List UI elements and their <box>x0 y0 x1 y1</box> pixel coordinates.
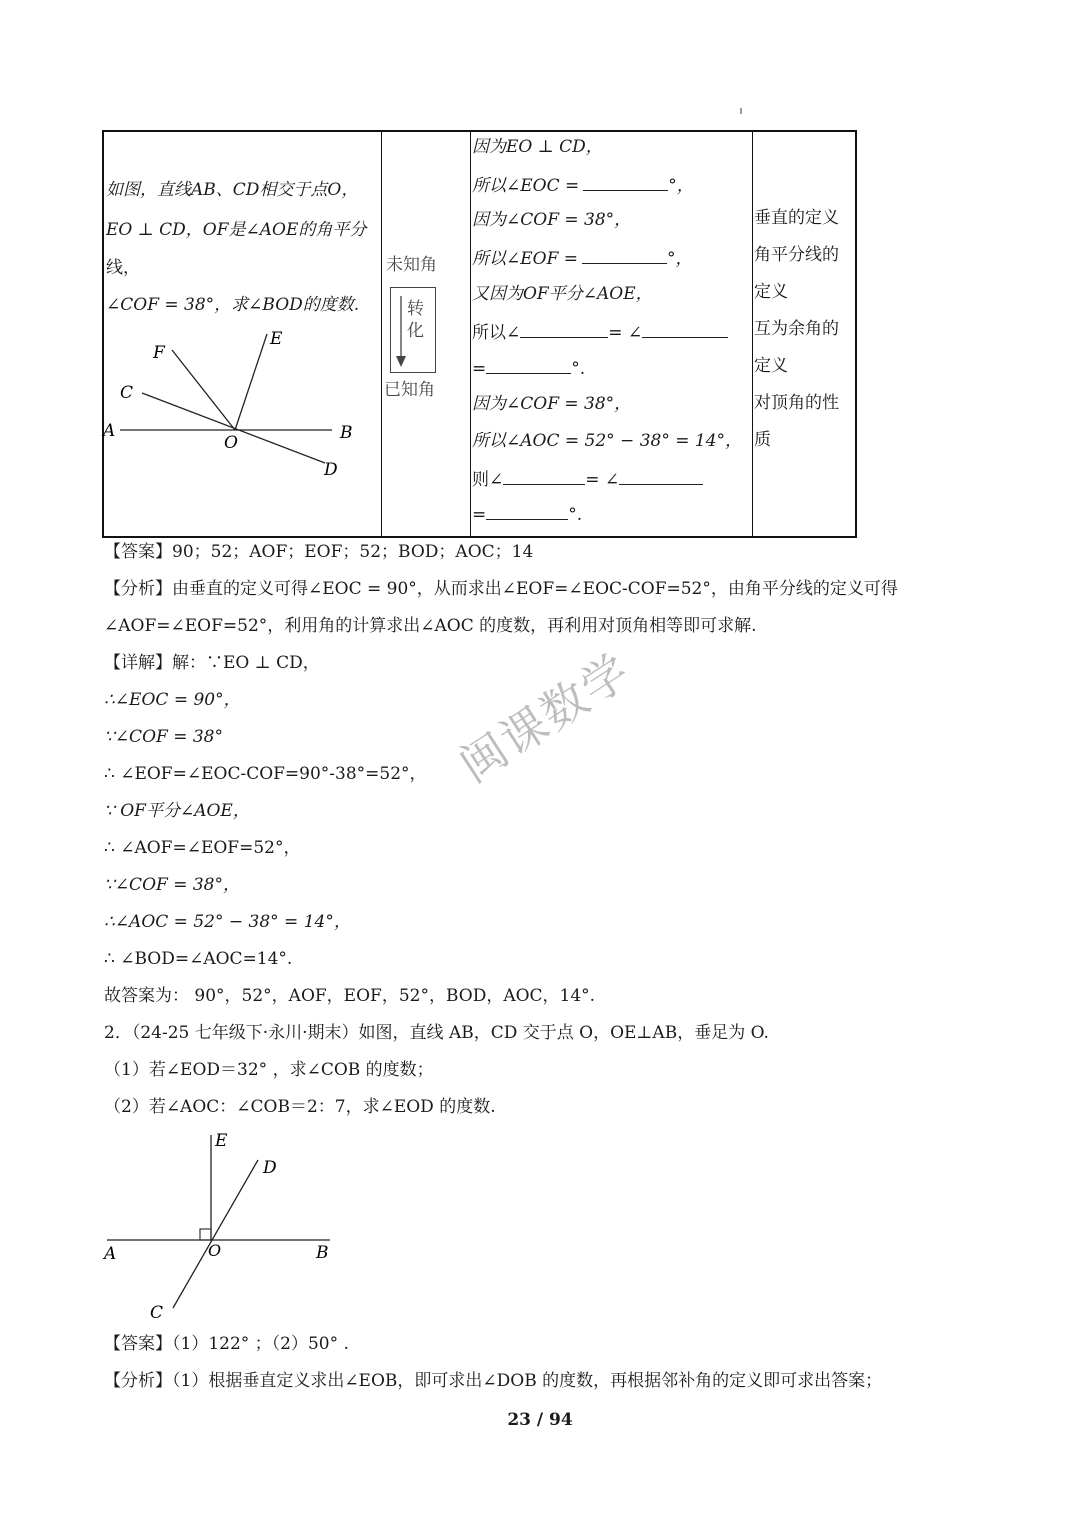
ray-of <box>172 350 235 430</box>
cell3-line <box>472 247 693 269</box>
cell3-line <box>472 321 728 343</box>
table-divider <box>470 132 471 536</box>
cell4-line: 质 <box>754 430 771 450</box>
answer-blank[interactable] <box>486 357 571 374</box>
cell3-text: 所以∠EOC = <box>472 176 580 196</box>
cell1-line: ∠COF = 38°，求∠BOD的度数. <box>106 295 360 315</box>
detail-line: ∴ ∠AOF=∠EOF=52°， <box>104 838 301 858</box>
detail-line: 【详解】解：∵EO ⊥ CD， <box>104 653 320 673</box>
figure1-angle-diagram <box>100 320 370 490</box>
cell3-line: 因为∠COF = 38°， <box>472 394 632 414</box>
cell3-line: 因为EO ⊥ CD， <box>472 137 603 157</box>
answer-blank[interactable] <box>582 247 667 264</box>
cell3-line: 所以∠AOC = 52° − 38° = 14°， <box>472 431 743 451</box>
line-cd <box>173 1160 258 1308</box>
cell3-suffix: = ∠ <box>585 470 620 490</box>
label-o: O <box>208 1241 222 1260</box>
corner-mark <box>740 108 742 114</box>
label-a: A <box>104 1244 117 1264</box>
detail-line: ∴ ∠BOD=∠AOC=14°. <box>104 949 293 969</box>
cell3-text: 所以∠EOF = <box>472 249 579 269</box>
cell3-line: 又因为OF平分∠AOE， <box>472 284 653 304</box>
label-a: A <box>103 421 116 441</box>
detail-line: ∴ ∠EOF=∠EOC-COF=90°-38°=52°， <box>104 764 427 784</box>
label-c: C <box>150 1303 164 1323</box>
answer-blank[interactable] <box>642 321 728 338</box>
detail-line: ∵∠COF = 38° <box>104 727 223 747</box>
answer-blank[interactable] <box>619 468 703 485</box>
label-d: D <box>263 1158 277 1178</box>
cell4-line: 定义 <box>754 282 788 302</box>
answer-blank[interactable] <box>583 174 668 191</box>
answer-line: 【答案】（1）122° ；（2）50° . <box>104 1334 349 1354</box>
problem2-question: （1）若∠EOD＝32° ，求∠COB 的度数； <box>104 1060 434 1080</box>
cell3-text: = <box>472 359 487 379</box>
analysis-line: 【分析】（1）根据垂直定义求出∠EOB，即可求出∠DOB 的度数，再根据邻补角的定义即可求出答案； <box>104 1371 883 1391</box>
cell3-text: 所以∠ <box>472 323 521 343</box>
label-e: E <box>215 1131 228 1151</box>
cell3-text: 则∠ <box>472 470 504 490</box>
detail-line: ∴∠EOC = 90°， <box>104 690 241 710</box>
analysis-line: 【分析】由垂直的定义可得∠EOC = 90°，从而求出∠EOF=∠EOC-COF=52°，由角平分线的定义可得 <box>104 579 898 599</box>
cell2-bottom: 已知角 <box>384 380 435 400</box>
cell4-line: 对顶角的性 <box>754 393 839 413</box>
watermark: 闽课数学 <box>449 642 641 793</box>
transform-label: 转化 <box>407 299 424 341</box>
cell3-suffix: °. <box>571 359 586 379</box>
cell3-line <box>472 174 694 196</box>
label-b: B <box>316 1243 329 1263</box>
detail-line: ∴∠AOC = 52° − 38° = 14°， <box>104 912 351 932</box>
cell1-line: 如图，直线AB、CD相交于点O， <box>106 180 359 200</box>
transform-box <box>390 287 436 373</box>
cell3-suffix: °， <box>667 249 693 269</box>
label-e: E <box>270 329 283 349</box>
cell3-line <box>472 503 582 525</box>
label-b: B <box>340 423 353 443</box>
cell2-top: 未知角 <box>386 255 437 275</box>
problem2-question: （2）若∠AOC：∠COB＝2：7，求∠EOD 的度数. <box>104 1097 496 1117</box>
detail-line: ∵∠COF = 38°， <box>104 875 240 895</box>
cell1-line: 线， <box>106 258 140 278</box>
table-divider <box>381 132 382 536</box>
cell4-line: 角平分线的 <box>754 245 839 265</box>
down-arrow-icon <box>395 296 407 368</box>
cell3-suffix: °， <box>668 176 694 196</box>
label-f: F <box>153 343 165 363</box>
cell3-text: = <box>472 505 487 525</box>
answer-line: 【答案】90；52；AOF；EOF；52；BOD；AOC；14 <box>104 542 534 562</box>
analysis-line: ∠AOF=∠EOF=52°，利用角的计算求出∠AOC 的度数，再利用对顶角相等即可求解. <box>104 616 757 636</box>
table-divider <box>752 132 753 536</box>
answer-blank[interactable] <box>520 321 608 338</box>
right-angle-mark <box>200 1229 211 1240</box>
cell1-line: EO ⊥ CD，OF是∠AOE的角平分 <box>106 220 367 240</box>
label-o: O <box>224 433 238 453</box>
ray-oe <box>235 334 267 430</box>
problem2-title: 2．（24-25 七年级下·永川·期末）如图，直线 AB，CD 交于点 O，OE⊥AB，垂足为 O. <box>104 1023 769 1043</box>
figure2-perpendicular-diagram <box>100 1128 340 1328</box>
label-d: D <box>324 460 338 480</box>
label-c: C <box>120 383 134 403</box>
page-number: 23 / 94 <box>507 1410 573 1430</box>
cell4-line: 定义 <box>754 356 788 376</box>
cell3-line: 因为∠COF = 38°， <box>472 210 632 230</box>
detail-line: 故答案为： 90°，52°，AOF，EOF，52°，BOD，AOC，14°. <box>104 986 596 1006</box>
cell3-line <box>472 468 703 490</box>
cell3-line <box>472 357 585 379</box>
cell4-line: 垂直的定义 <box>754 208 839 228</box>
cell4-line: 互为余角的 <box>754 319 839 339</box>
answer-blank[interactable] <box>503 468 585 485</box>
answer-blank[interactable] <box>486 503 568 520</box>
cell3-suffix: = ∠ <box>608 323 643 343</box>
cell3-suffix: °. <box>568 505 583 525</box>
detail-line: ∵ OF平分∠AOE， <box>104 801 250 821</box>
